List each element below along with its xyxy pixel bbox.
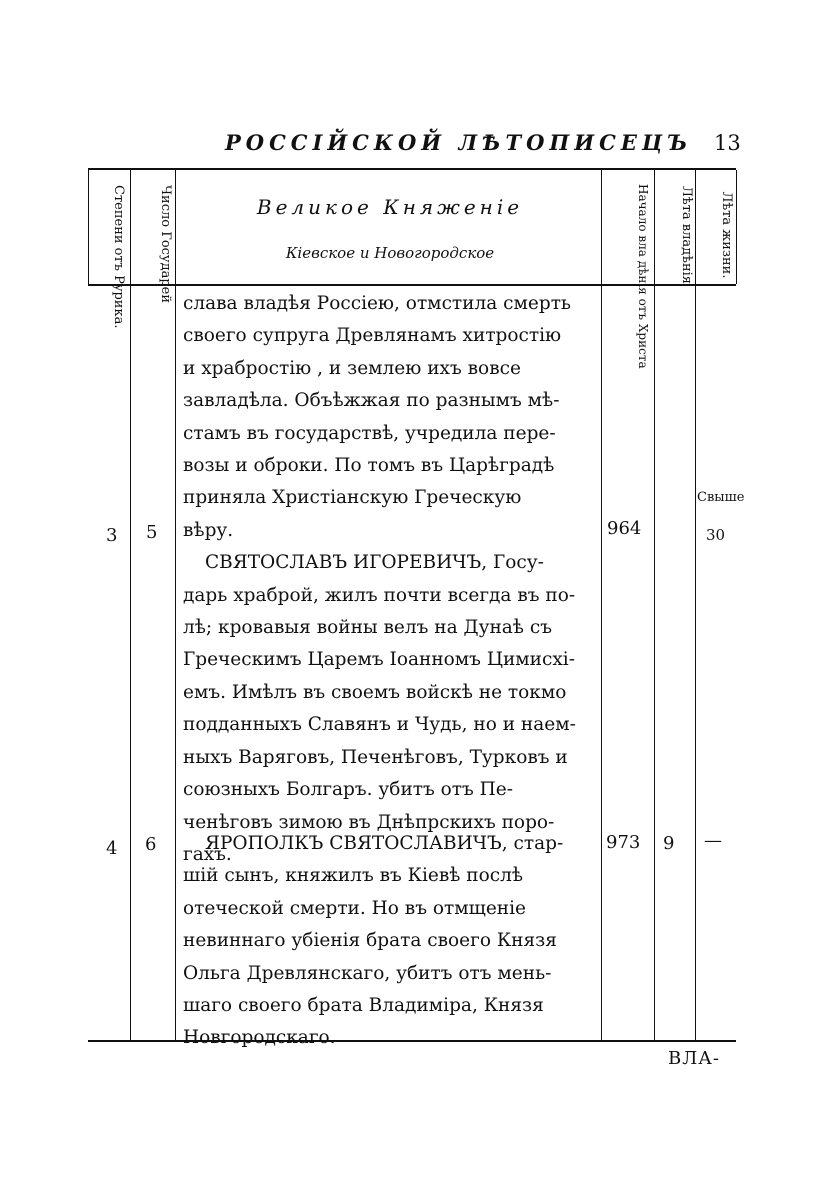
header-reign-years: Лѣта владѣнія xyxy=(679,186,694,284)
text-line: ченѣговъ зимою въ Днѣпрскихъ поро- xyxy=(183,811,555,833)
row-degree: 3 xyxy=(106,525,118,546)
row-reign-start: 973 xyxy=(606,832,641,853)
text-line: гахъ. xyxy=(183,843,232,865)
row-ruler-number: 5 xyxy=(146,522,158,543)
col-divider xyxy=(695,170,696,1040)
text-line: приняла Христіанскую Греческую xyxy=(183,487,522,509)
main-heading: Великое Княженіе xyxy=(256,195,524,219)
text-line: и храбростію , и землею ихъ вовсе xyxy=(183,357,521,379)
text-line: возы и оброки. По томъ въ Царѣградѣ xyxy=(183,455,555,477)
text-block-olga xyxy=(183,288,599,871)
text-line: дарь храброй, жилъ почти всегда въ по- xyxy=(183,584,576,606)
text-line: Греческимъ Царемъ Іоанномъ Цимисхі- xyxy=(183,649,575,671)
running-header: РОССІЙСКОЙ ЛѢТОПИСЕЦЪ xyxy=(225,130,693,155)
row-ruler-number: 6 xyxy=(145,834,157,855)
row-degree: 4 xyxy=(106,838,118,859)
text-line: отеческой смерти. Но въ отмщеніе xyxy=(183,897,526,919)
col-divider xyxy=(736,170,737,284)
col-divider xyxy=(175,170,176,1040)
text-block-yaropolk xyxy=(183,828,599,1055)
text-line: ныхъ Варяговъ, Печенѣговъ, Турковъ и xyxy=(183,746,568,768)
col-divider xyxy=(130,170,131,1040)
row-reign-years: 9 xyxy=(663,833,675,854)
text-line: подданныхъ Славянъ и Чудь, но и наем- xyxy=(183,714,576,736)
row-life-label: Свыше xyxy=(697,490,745,505)
row-reign-start: 964 xyxy=(607,518,642,539)
text-line: СВЯТОСЛАВЪ ИГОРЕВИЧЪ, Госу- xyxy=(205,552,544,574)
text-line: стамъ въ государствѣ, учредила пере- xyxy=(183,422,556,444)
text-line: слава владѣя Россіею, отмстила смерть xyxy=(183,293,572,314)
sub-heading: Кіевское и Новогородское xyxy=(285,244,495,262)
col-divider xyxy=(654,170,655,1040)
row-life-years: 30 xyxy=(706,526,726,544)
header-life-years: Лѣта жизни. xyxy=(719,191,734,279)
text-line: своего супруга Древлянамъ хитростію xyxy=(183,325,562,347)
page-number: 13 xyxy=(714,131,741,155)
text-line: союзныхъ Болгаръ. убитъ отъ Пе- xyxy=(183,779,514,801)
text-line: емъ. Имѣлъ въ своемъ войскѣ не токмо xyxy=(183,681,567,703)
header-degree: Степени отъ Рурика. xyxy=(111,185,126,329)
text-line: лѣ; кровавыя войны велъ на Дунаѣ съ xyxy=(183,617,552,639)
text-line: завладѣла. Объѣжжая по разнымъ мѣ- xyxy=(183,390,560,412)
text-line: вѣру. xyxy=(183,519,234,541)
text-line: ЯРОПОЛКЪ СВЯТОСЛАВИЧЪ, стар- xyxy=(205,833,564,854)
text-line: шаго своего брата Владиміра, Князя xyxy=(183,995,544,1017)
col-divider xyxy=(601,170,602,1040)
row-life-years: — xyxy=(704,830,722,851)
catchword: ВЛА- xyxy=(668,1048,720,1069)
table-top-rule xyxy=(88,168,736,170)
col-divider xyxy=(88,170,89,284)
header-reign-start: Начало вла дѣнія отъ Христа xyxy=(636,184,650,369)
text-line: Новгородскаго. xyxy=(183,1027,336,1049)
text-line: шій сынъ, княжилъ въ Кіевѣ послѣ xyxy=(183,865,524,887)
header-ruler-count: Число Государей xyxy=(158,185,173,304)
text-line: Ольга Древлянскаго, убитъ отъ мень- xyxy=(183,962,552,984)
text-line: невиннаго убіенія брата своего Князя xyxy=(183,930,557,952)
